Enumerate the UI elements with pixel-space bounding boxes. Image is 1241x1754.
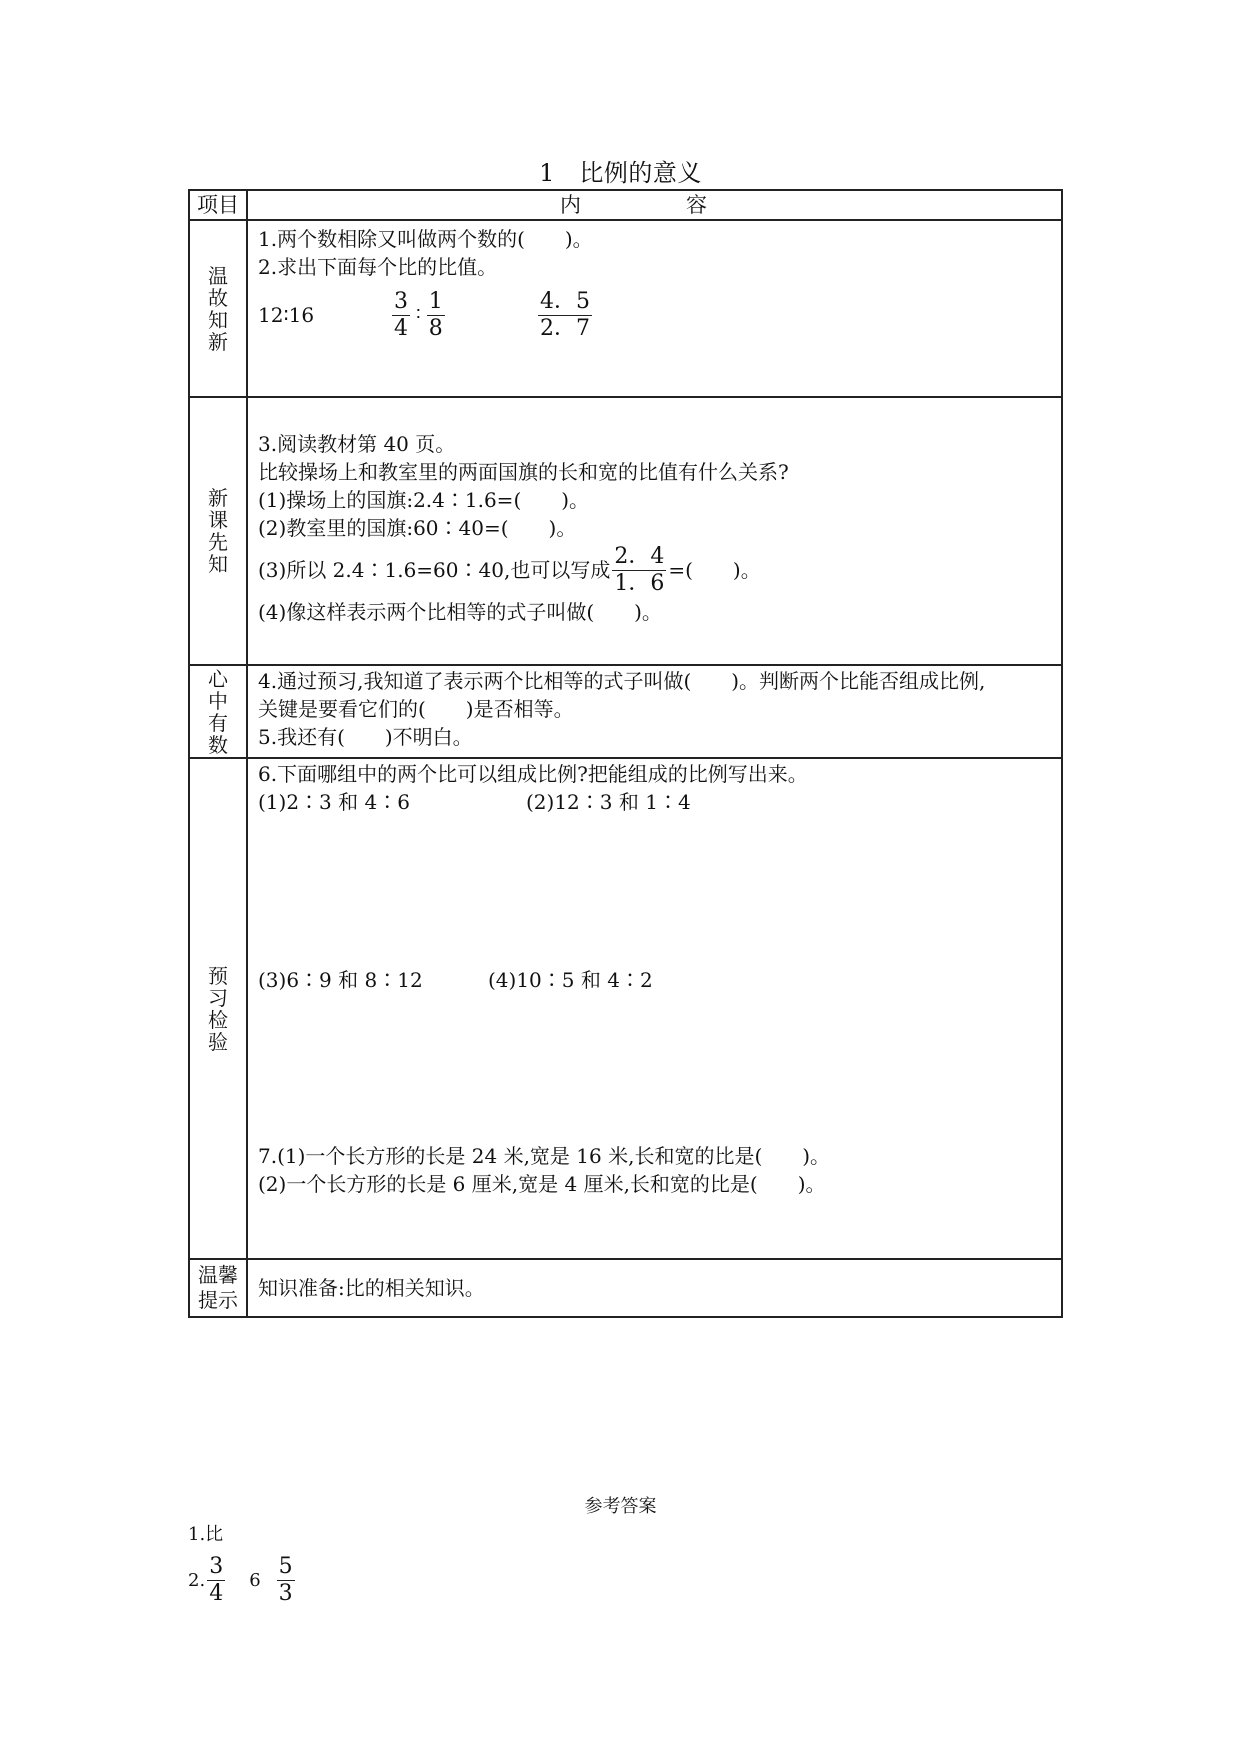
question-3-part-1: (1)操场上的国旗:2.4∶1.6=( )。 — [258, 488, 590, 512]
question-6-1: (1)2∶3 和 4∶6 — [258, 790, 410, 814]
mind-row — [189, 665, 1062, 758]
fraction: $\frac{3}{4}$ — [209, 1553, 224, 1606]
answer-2: 2. $\frac{3}{4}$ 6 $\frac{5}{3}$ — [188, 1553, 293, 1606]
fraction: $\frac{3}{4}$ — [394, 288, 408, 341]
question-6-2: (2)12∶3 和 1∶4 — [526, 790, 691, 814]
question-2: 2.求出下面每个比的比值。 — [258, 255, 498, 279]
question-6-4: (4)10∶5 和 4∶2 — [488, 968, 653, 992]
question-5: 5.我还有( )不明白。 — [258, 725, 473, 749]
check-row — [189, 758, 1062, 1259]
question-6: 6.下面哪组中的两个比可以组成比例?把能组成的比例写出来。 — [258, 762, 808, 786]
header-content: 内 容 — [247, 190, 1062, 220]
worksheet-table — [188, 189, 1063, 1318]
answer-1: 1.比 — [188, 1524, 224, 1545]
header-row — [189, 190, 1062, 220]
fraction: $\frac{5}{3}$ — [278, 1553, 293, 1606]
newlesson-row — [189, 397, 1062, 665]
question-7-2: (2)一个长方形的长是 6 厘米,宽是 4 厘米,长和宽的比是( )。 — [258, 1172, 826, 1196]
tip-row — [189, 1259, 1062, 1317]
question-3-part-3: (3)所以 2.4∶1.6=60∶40,也可以写成 $\frac{2.4}{1.6}$ =( )。 — [258, 543, 761, 596]
fraction: $\frac{4.5}{2.7}$ — [540, 288, 590, 341]
tip-label-cell — [189, 1259, 247, 1317]
check-label-cell — [189, 758, 247, 1259]
answers-title: 参考答案 — [584, 1496, 657, 1517]
question-7-1: 7.(1)一个长方形的长是 24 米,宽是 16 米,长和宽的比是( )。 — [258, 1144, 831, 1168]
mind-label: 心中有数 — [208, 666, 228, 757]
question-6-3: (3)6∶9 和 8∶12 — [258, 968, 423, 992]
question-3-intro: 比较操场上和教室里的两面国旗的长和宽的比值有什么关系? — [258, 460, 789, 484]
review-label: 温故知新 — [208, 263, 228, 354]
header-item: 项目 — [189, 190, 247, 220]
calc-ratio-1: 12∶16 — [258, 303, 315, 327]
mind-content-cell — [247, 665, 1062, 758]
question-3: 3.阅读教材第 40 页。 — [258, 432, 456, 456]
mind-label-cell — [189, 665, 247, 758]
fraction: $\frac{2.4}{1.6}$ — [614, 543, 665, 596]
calc-row — [258, 283, 1051, 347]
calc-ratio-2: $\frac{3}{4}$ ∶ $\frac{1}{8}$ — [394, 288, 443, 341]
question-3-part-2: (2)教室里的国旗:60∶40=( )。 — [258, 516, 577, 540]
review-content-cell — [247, 220, 1062, 397]
review-label-cell — [189, 220, 247, 397]
tip-label: 温馨提示 — [198, 1263, 238, 1312]
newlesson-label: 新课先知 — [208, 486, 228, 576]
fraction: $\frac{1}{8}$ — [428, 288, 443, 341]
tip-text: 知识准备:比的相关知识。 — [258, 1276, 485, 1300]
calc-ratio-3 — [536, 283, 594, 347]
newlesson-content-cell — [247, 397, 1062, 665]
page-title: 1 比例的意义 — [539, 159, 702, 187]
question-4-line-2: 关键是要看它们的( )是否相等。 — [258, 697, 574, 721]
question-4-line-1: 4.通过预习,我知道了表示两个比相等的式子叫做( )。判断两个比能否组成比例, — [258, 669, 986, 693]
question-3-part-4: (4)像这样表示两个比相等的式子叫做( )。 — [258, 600, 662, 624]
review-row — [189, 220, 1062, 397]
newlesson-label-cell — [189, 397, 247, 665]
check-label: 预习检验 — [208, 963, 228, 1054]
check-content-cell — [247, 758, 1062, 1259]
question-1: 1.两个数相除又叫做两个数的( )。 — [258, 227, 593, 251]
tip-content-cell — [247, 1259, 1062, 1317]
